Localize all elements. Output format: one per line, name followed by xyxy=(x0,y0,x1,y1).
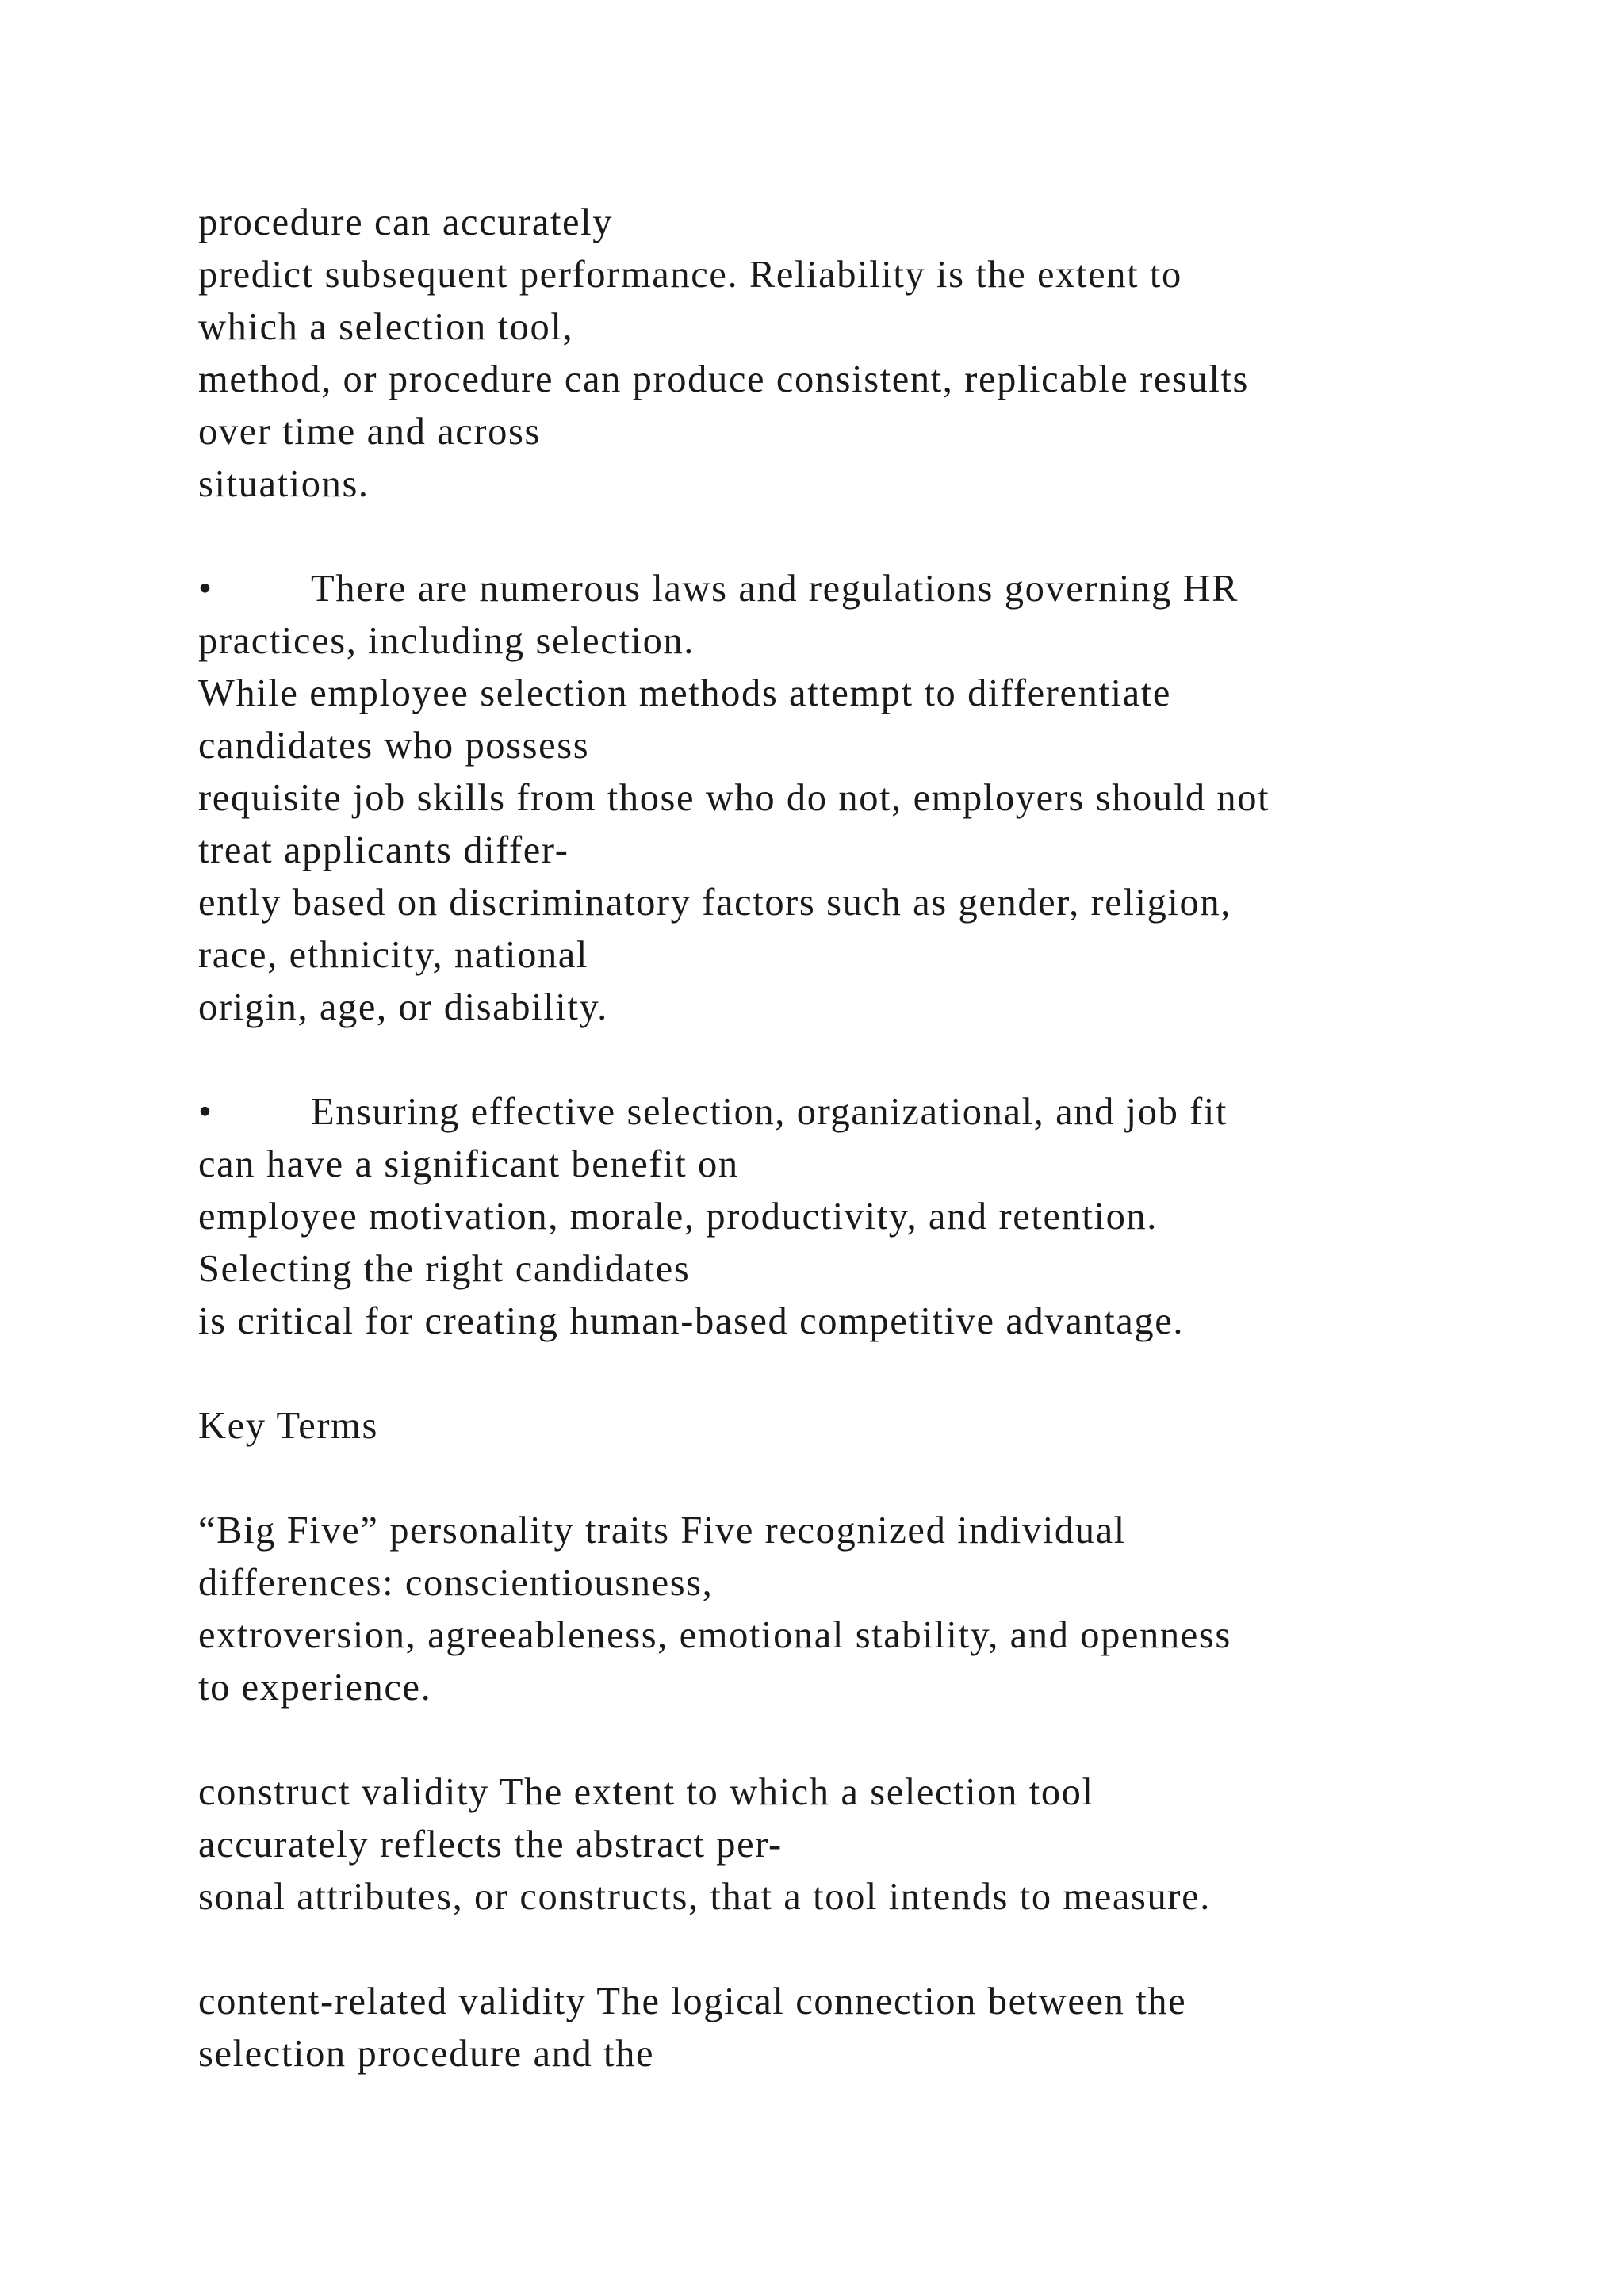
text-line: treat applicants differ- xyxy=(198,829,569,871)
term-line: content-related validity The logical connection between the xyxy=(198,1980,1187,2022)
term-line: selection procedure and the xyxy=(198,2033,655,2075)
blank-line xyxy=(198,1348,1594,1400)
term-line: “Big Five” personality traits Five recognized individual xyxy=(198,1510,1126,1552)
term-line: sonal attributes, or constructs, that a tool intends to measure. xyxy=(198,1876,1211,1918)
text-line: candidates who possess xyxy=(198,725,590,767)
key-terms-heading: Key Terms xyxy=(198,1405,378,1447)
term-line: extroversion, agreeableness, emotional stability, and openness xyxy=(198,1614,1231,1656)
blank-line xyxy=(198,1923,1594,1976)
bullet-text: Ensuring effective selection, organizational, and job fit xyxy=(311,1091,1228,1133)
text-line: practices, including selection. xyxy=(198,620,695,662)
term-line: differences: conscientiousness, xyxy=(198,1562,714,1604)
text-line: ently based on discriminatory factors such as gender, religion, xyxy=(198,882,1231,924)
bullet-item xyxy=(198,1086,1594,1138)
text-line: procedure can accurately xyxy=(198,201,614,243)
text-line: Selecting the right candidates xyxy=(198,1248,691,1290)
blank-line xyxy=(198,1452,1594,1505)
text-line: race, ethnicity, national xyxy=(198,934,589,976)
blank-line xyxy=(198,1714,1594,1766)
bullet-item xyxy=(198,563,1594,615)
blank-line xyxy=(198,511,1594,563)
text-line: which a selection tool, xyxy=(198,306,574,348)
text-line: predict subsequent performance. Reliability is the extent to xyxy=(198,254,1182,296)
text-line: situations. xyxy=(198,463,370,505)
text-line: method, or procedure can produce consistent, replicable results xyxy=(198,358,1249,400)
text-line: can have a significant benefit on xyxy=(198,1143,739,1185)
text-line: origin, age, or disability. xyxy=(198,986,608,1028)
document-text xyxy=(198,197,1594,2080)
term-line: to experience. xyxy=(198,1667,432,1709)
text-line: requisite job skills from those who do not, employers should not xyxy=(198,777,1270,819)
term-line: accurately reflects the abstract per- xyxy=(198,1823,783,1866)
blank-line xyxy=(198,1034,1594,1086)
bullet-icon: • xyxy=(198,1091,213,1133)
bullet-text: There are numerous laws and regulations governing HR xyxy=(311,568,1239,610)
term-line: construct validity The extent to which a selection tool xyxy=(198,1771,1094,1813)
bullet-icon: • xyxy=(198,568,213,610)
text-line: is critical for creating human-based competitive advantage. xyxy=(198,1300,1185,1342)
text-line: While employee selection methods attempt to differentiate xyxy=(198,672,1171,714)
text-line: over time and across xyxy=(198,411,541,453)
text-line: employee motivation, morale, productivity, and retention. xyxy=(198,1196,1158,1238)
